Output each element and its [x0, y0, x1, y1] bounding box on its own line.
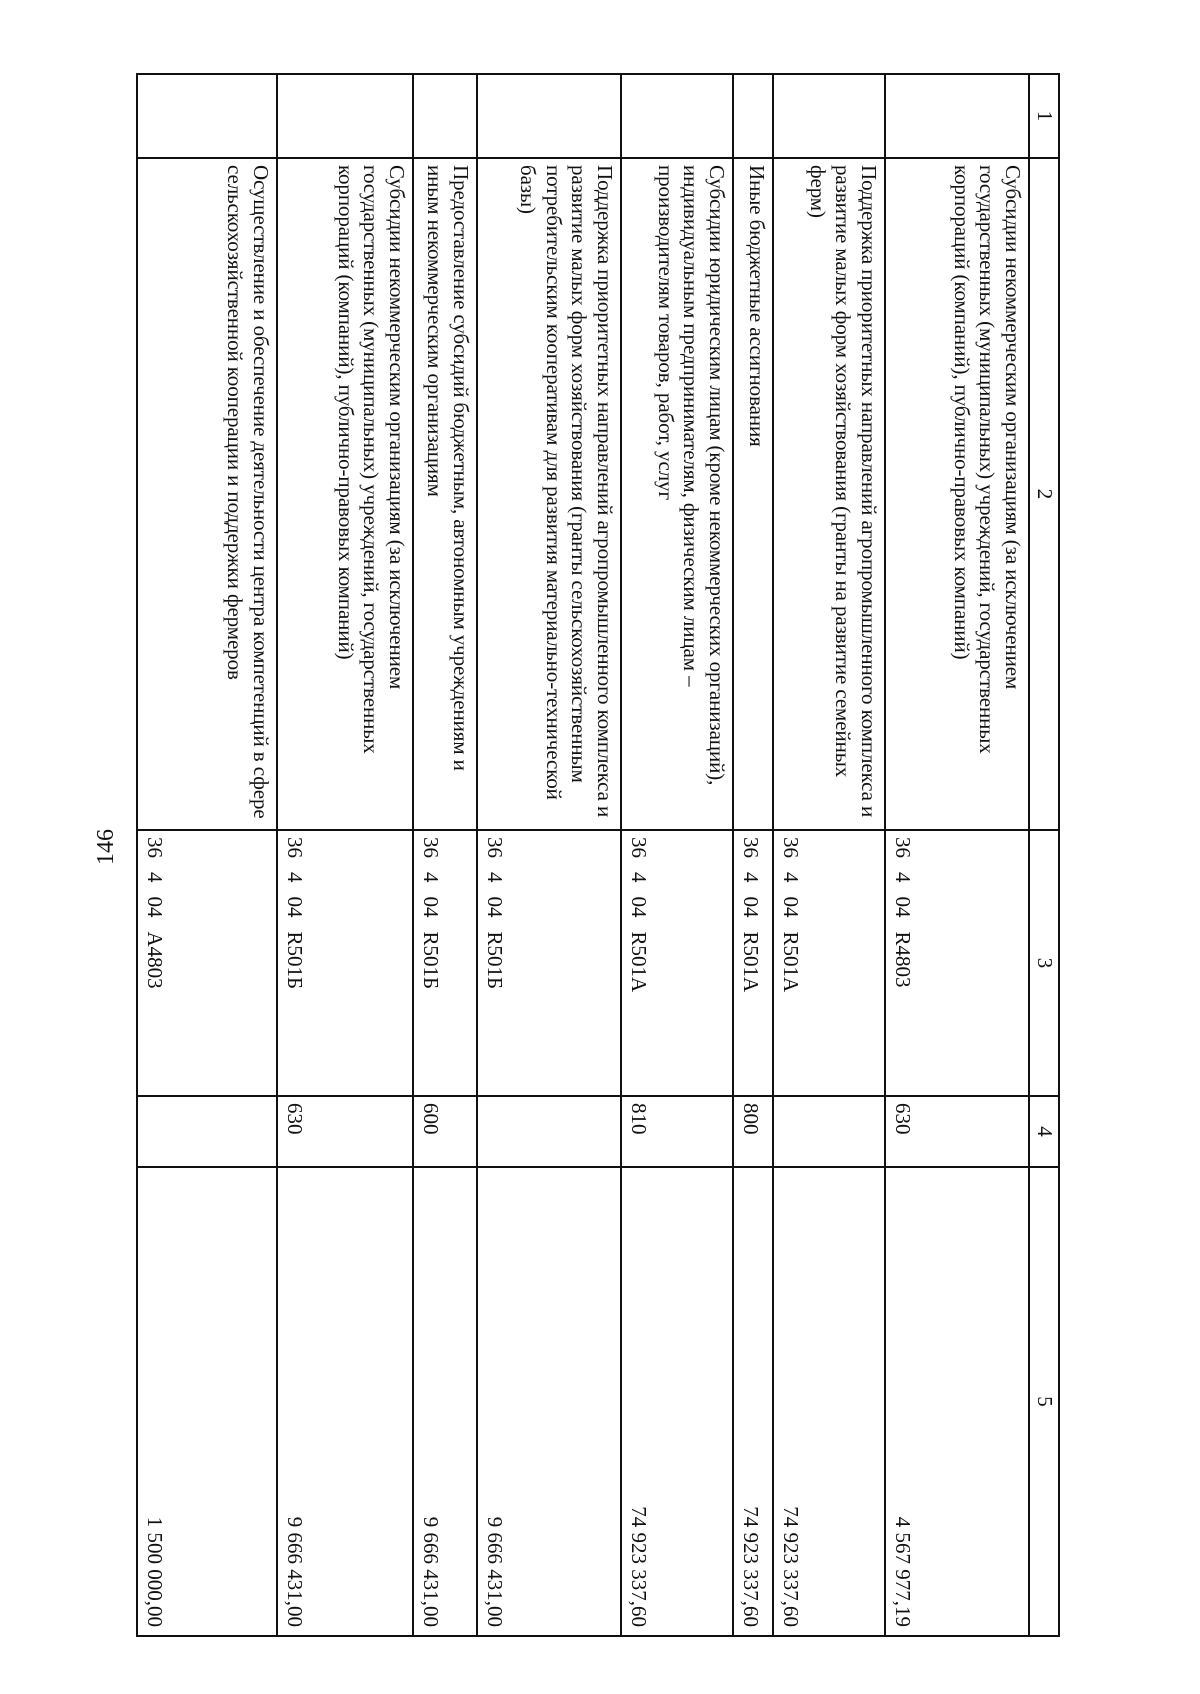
- code-part: 36: [626, 837, 651, 858]
- row-expense-type: [773, 1096, 885, 1167]
- row-amount: 4 567 977,19: [885, 1167, 1029, 1636]
- header-col-4: 4: [1029, 1096, 1059, 1167]
- row-description: Поддержка приоритетных направлений агропромышленного комплекса и развитие малых форм хозяйствования (гранты на развитие семейных ферм): [773, 158, 885, 830]
- row-number-cell: [413, 74, 477, 158]
- code-part: 04: [482, 896, 507, 918]
- header-col-3: 3: [1029, 830, 1059, 1096]
- code-part: 4: [890, 872, 915, 883]
- code-part: 36: [738, 837, 763, 858]
- code-part: 4: [418, 872, 443, 883]
- code-part: 04: [778, 896, 803, 918]
- code-part: R501A: [626, 931, 651, 993]
- row-expense-type: [137, 1096, 277, 1167]
- row-expense-type: 800: [733, 1096, 773, 1167]
- row-number-cell: [621, 74, 733, 158]
- code-part: 04: [626, 896, 651, 918]
- code-part: 36: [282, 837, 307, 858]
- row-amount: 1 500 000,00: [137, 1167, 277, 1636]
- row-description: Предоставление субсидий бюджетным, автономным учреждениям и иным некоммерческим организациям: [413, 158, 477, 830]
- row-amount: 74 923 337,60: [733, 1167, 773, 1636]
- code-part: R501A: [778, 931, 803, 993]
- code-part: 36: [890, 837, 915, 858]
- row-description: Субсидии юридическим лицам (кроме некоммерческих организаций), индивидуальным предпринимателям, физическим лицам – производителям товаров, работ, услуг: [621, 158, 733, 830]
- code-part: R501Б: [418, 931, 443, 990]
- row-expense-type: 810: [621, 1096, 733, 1167]
- row-number-cell: [733, 74, 773, 158]
- code-part: 04: [890, 896, 915, 918]
- row-code: [277, 830, 413, 1096]
- code-part: 36: [778, 837, 803, 858]
- budget-table: [136, 73, 1060, 1637]
- row-description: Иные бюджетные ассигнования: [733, 158, 773, 830]
- row-expense-type: 630: [885, 1096, 1029, 1167]
- code-part: 4: [482, 872, 507, 883]
- table-row: [733, 74, 773, 1636]
- row-code: [885, 830, 1029, 1096]
- row-description: Субсидии некоммерческим организациям (за исключением государственных (муниципальных) учреждений, государственных корпораций (компаний), публично-правовых компаний): [277, 158, 413, 830]
- code-part: A4803: [142, 931, 167, 989]
- code-part: 04: [142, 896, 167, 918]
- row-code: [733, 830, 773, 1096]
- code-part: 36: [418, 837, 443, 858]
- budget-table-rotated: [140, 73, 1060, 1635]
- page-number: 146: [93, 829, 119, 865]
- row-number-cell: [885, 74, 1029, 158]
- row-description: Осуществление и обеспечение деятельности центра компетенций в сфере сельскохозяйственной кооперации и поддержки фермеров: [137, 158, 277, 830]
- table-header-row: [1029, 74, 1059, 1636]
- code-part: R4803: [890, 931, 915, 988]
- row-code: [621, 830, 733, 1096]
- row-expense-type: [477, 1096, 621, 1167]
- row-amount: 9 666 431,00: [277, 1167, 413, 1636]
- row-amount: 9 666 431,00: [477, 1167, 621, 1636]
- table-row: [413, 74, 477, 1636]
- row-number-cell: [773, 74, 885, 158]
- header-col-2: 2: [1029, 158, 1059, 830]
- row-code: [137, 830, 277, 1096]
- code-part: 4: [142, 872, 167, 883]
- row-description: Поддержка приоритетных направлений агропромышленного комплекса и развитие малых форм хозяйствования (гранты сельскохозяйственным потребительским кооперативам для развития материально-технической базы): [477, 158, 621, 830]
- row-code: [773, 830, 885, 1096]
- code-part: 4: [282, 872, 307, 883]
- code-part: R501Б: [282, 931, 307, 990]
- code-part: 36: [482, 837, 507, 858]
- code-part: R501A: [738, 931, 763, 993]
- table-row: [277, 74, 413, 1636]
- code-part: 04: [738, 896, 763, 918]
- header-col-5: 5: [1029, 1167, 1059, 1636]
- row-amount: 74 923 337,60: [773, 1167, 885, 1636]
- code-part: 4: [626, 872, 651, 883]
- code-part: 04: [418, 896, 443, 918]
- table-row: [773, 74, 885, 1636]
- row-code: [413, 830, 477, 1096]
- row-number-cell: [477, 74, 621, 158]
- row-number-cell: [137, 74, 277, 158]
- table-row: [885, 74, 1029, 1636]
- row-expense-type: 630: [277, 1096, 413, 1167]
- row-expense-type: 600: [413, 1096, 477, 1167]
- table-row: [477, 74, 621, 1636]
- row-description: Субсидии некоммерческим организациям (за исключением государственных (муниципальных) учреждений, государственных корпораций (компаний), публично-правовых компаний): [885, 158, 1029, 830]
- table-row: [621, 74, 733, 1636]
- row-code: [477, 830, 621, 1096]
- code-part: 4: [738, 872, 763, 883]
- code-part: 04: [282, 896, 307, 918]
- row-amount: 74 923 337,60: [621, 1167, 733, 1636]
- row-amount: 9 666 431,00: [413, 1167, 477, 1636]
- row-number-cell: [277, 74, 413, 158]
- code-part: 4: [778, 872, 803, 883]
- table-row: [137, 74, 277, 1636]
- code-part: R501Б: [482, 931, 507, 990]
- code-part: 36: [142, 837, 167, 858]
- header-col-1: 1: [1029, 74, 1059, 158]
